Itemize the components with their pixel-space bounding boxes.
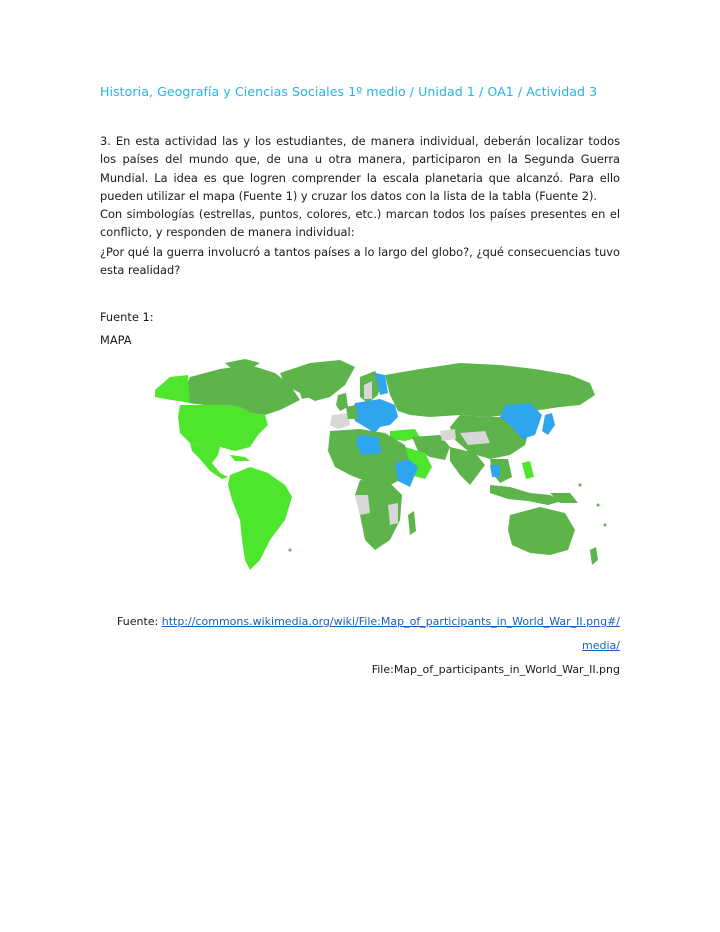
map-label: MAPA (100, 333, 132, 347)
alaska (155, 375, 190, 403)
source-link[interactable]: http://commons.wikimedia.org/wiki/File:Map_of_participants_in_World_War_II.png#/ (161, 615, 620, 628)
axis-europe (352, 399, 398, 433)
mexico-central-america (190, 443, 228, 479)
spain (330, 413, 350, 429)
ussr (385, 363, 595, 417)
source-citation-continued (582, 639, 620, 652)
world-war-ii-participants-map (150, 355, 620, 580)
source-link-continued[interactable]: media/ (582, 639, 620, 652)
madagascar (408, 511, 416, 535)
source-file-name: File:Map_of_participants_in_World_War_II.png (371, 663, 620, 676)
philippines (522, 461, 534, 479)
japan (542, 413, 555, 435)
angola (355, 495, 370, 515)
activity-instructions: 3. En esta actividad las y los estudiantes, de manera individual, deberán localizar todos los países del mundo que, de una u otra manera, participaron en la Segunda Guerra Mundial. La idea es que logren comprender la escala planetaria que alcanzó. Para ello pueden utilizar el mapa (Fuente 1) y cruzar los datos con la lista de la tabla (Fuente 2). (100, 134, 620, 204)
source-prefix: Fuente: (117, 615, 159, 628)
source-1-label: Fuente 1: (100, 310, 154, 324)
indonesia (490, 485, 562, 505)
france (346, 405, 358, 419)
new-zealand (590, 547, 598, 565)
uk (336, 393, 348, 411)
guiding-question: ¿Por qué la guerra involucró a tantos países a lo largo del globo?, ¿qué consecuencias tuvo esta realidad? (100, 245, 621, 278)
thailand (490, 465, 500, 477)
south-america (228, 467, 292, 570)
source-citation (117, 615, 620, 628)
australia (508, 507, 575, 555)
symbology-instructions: Con simbologías (estrellas, puntos, colores, etc.) marcan todos los países presentes en el conflicto, y responden de manera individual: (100, 207, 620, 240)
page-title: Historia, Geografía y Ciencias Sociales 1º medio / Unidad 1 / OA1 / Actividad 3 (100, 84, 598, 99)
afghanistan (440, 429, 456, 441)
